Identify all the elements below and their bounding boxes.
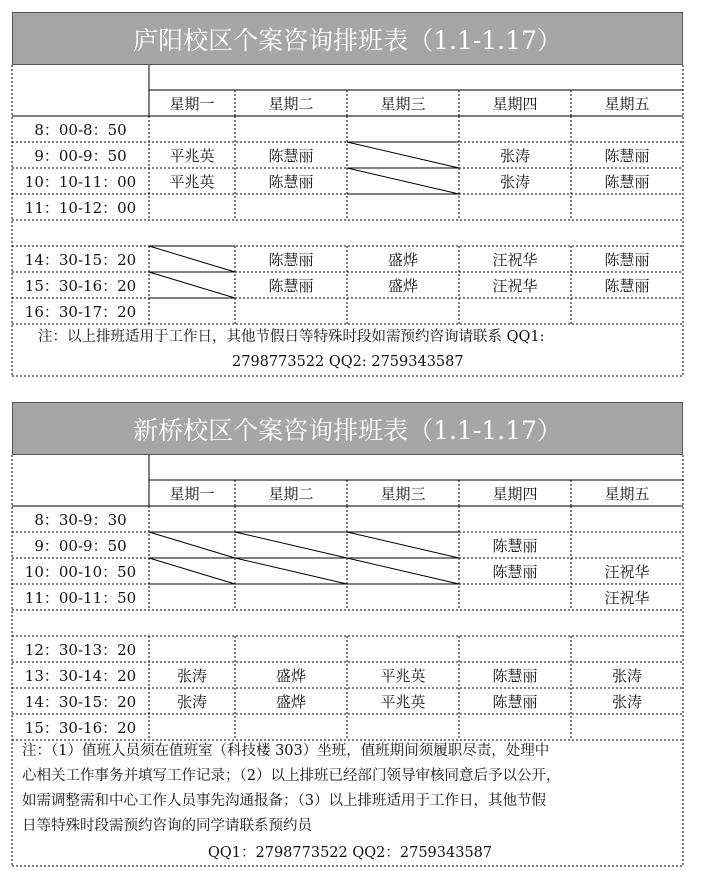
schedule-cell: 陈慧丽 (604, 146, 650, 165)
time-slot: 11：10-12：00 (24, 198, 137, 217)
schedule-cell: 平兆英 (169, 172, 215, 191)
day-header-thu: 星期四 (492, 94, 538, 113)
time-slot: 9：00-9：50 (34, 146, 127, 165)
schedule-cell: 张涛 (499, 172, 530, 191)
schedule-cell: 平兆英 (380, 666, 426, 685)
schedule-cell: 平兆英 (380, 692, 426, 711)
day-header-wed: 星期三 (380, 484, 426, 503)
time-slot: 15：30-16：20 (24, 718, 137, 737)
schedule-cell: 陈慧丽 (268, 250, 314, 269)
xinqiao-note-line: 如需调整需和中心工作人员事先沟通报备；（3）以上排班适用于工作日，其他节假 (22, 793, 546, 809)
time-slot: 10：10-11：00 (24, 172, 137, 191)
schedule-cell: 陈慧丽 (492, 666, 538, 685)
xinqiao-note-contact: QQ1：2798773522 QQ2：2759343587 (208, 845, 493, 861)
schedule-cell: 陈慧丽 (492, 536, 538, 555)
day-header-wed: 星期三 (380, 94, 426, 113)
schedule-cell: 陈慧丽 (268, 172, 314, 191)
day-header-tue: 星期二 (268, 94, 314, 113)
schedule-cell: 汪祝华 (604, 562, 650, 581)
day-header-thu: 星期四 (492, 484, 538, 503)
schedule-cell: 陈慧丽 (268, 276, 314, 295)
xinqiao-table-title: 新桥校区个案咨询排班表（1.1-1.17） (12, 402, 683, 455)
schedule-cell: 张涛 (611, 692, 642, 711)
schedule-cell: 陈慧丽 (492, 692, 538, 711)
schedule-cell: 张涛 (499, 146, 530, 165)
luyang-schedule-table (12, 12, 683, 376)
schedule-cell: 张涛 (176, 666, 207, 685)
schedule-cell: 盛烨 (387, 276, 418, 295)
time-slot: 8：00-8：50 (34, 120, 127, 139)
time-slot: 13：30-14：20 (24, 666, 137, 685)
time-slot: 9：00-9：50 (34, 536, 127, 555)
luyang-note-line: 注：以上排班适用于工作日，其他节假日等特殊时段如需预约咨询请联系 QQ1: (38, 329, 545, 345)
luyang-table-title: 庐阳校区个案咨询排班表（1.1-1.17） (12, 12, 683, 65)
schedule-cell: 盛烨 (387, 250, 418, 269)
time-slot: 14：30-15：20 (24, 692, 137, 711)
xinqiao-schedule-table (12, 402, 683, 866)
time-slot: 12：30-13：20 (24, 640, 137, 659)
time-slot: 11：00-11：50 (24, 588, 137, 607)
schedule-cell: 陈慧丽 (604, 276, 650, 295)
day-header-fri: 星期五 (604, 484, 650, 503)
time-slot: 10：00-10：50 (24, 562, 137, 581)
schedule-cell: 汪祝华 (492, 250, 538, 269)
xinqiao-note-line: 日等特殊时段需预约咨询的同学请联系预约员 (22, 818, 312, 834)
schedule-cell: 张涛 (176, 692, 207, 711)
schedule-cell: 陈慧丽 (492, 562, 538, 581)
schedule-cell: 陈慧丽 (604, 172, 650, 191)
schedule-cell: 陈慧丽 (604, 250, 650, 269)
time-slot: 14：30-15：20 (24, 250, 137, 269)
xinqiao-note-line: 注：（1）值班人员须在值班室（科技楼 303）坐班，值班期间须履职尽责，处理中 (22, 743, 550, 759)
schedule-cell: 陈慧丽 (268, 146, 314, 165)
luyang-note-contact: 2798773522 QQ2: 2759343587 (232, 354, 464, 370)
day-header-fri: 星期五 (604, 94, 650, 113)
time-slot: 16：30-17：20 (24, 302, 137, 321)
schedule-cell: 汪祝华 (604, 588, 650, 607)
day-header-mon: 星期一 (169, 484, 215, 503)
day-header-mon: 星期一 (169, 94, 215, 113)
schedule-cell: 汪祝华 (492, 276, 538, 295)
schedule-cell: 盛烨 (275, 692, 306, 711)
time-slot: 8：30-9：30 (34, 510, 127, 529)
schedule-cell: 盛烨 (275, 666, 306, 685)
xinqiao-note-line: 心相关工作事务并填写工作记录；（2）以上排班已经部门领导审核同意后予以公开， (22, 768, 561, 784)
day-header-tue: 星期二 (268, 484, 314, 503)
schedule-cell: 张涛 (611, 666, 642, 685)
schedule-cell: 平兆英 (169, 146, 215, 165)
time-slot: 15：30-16：20 (24, 276, 137, 295)
